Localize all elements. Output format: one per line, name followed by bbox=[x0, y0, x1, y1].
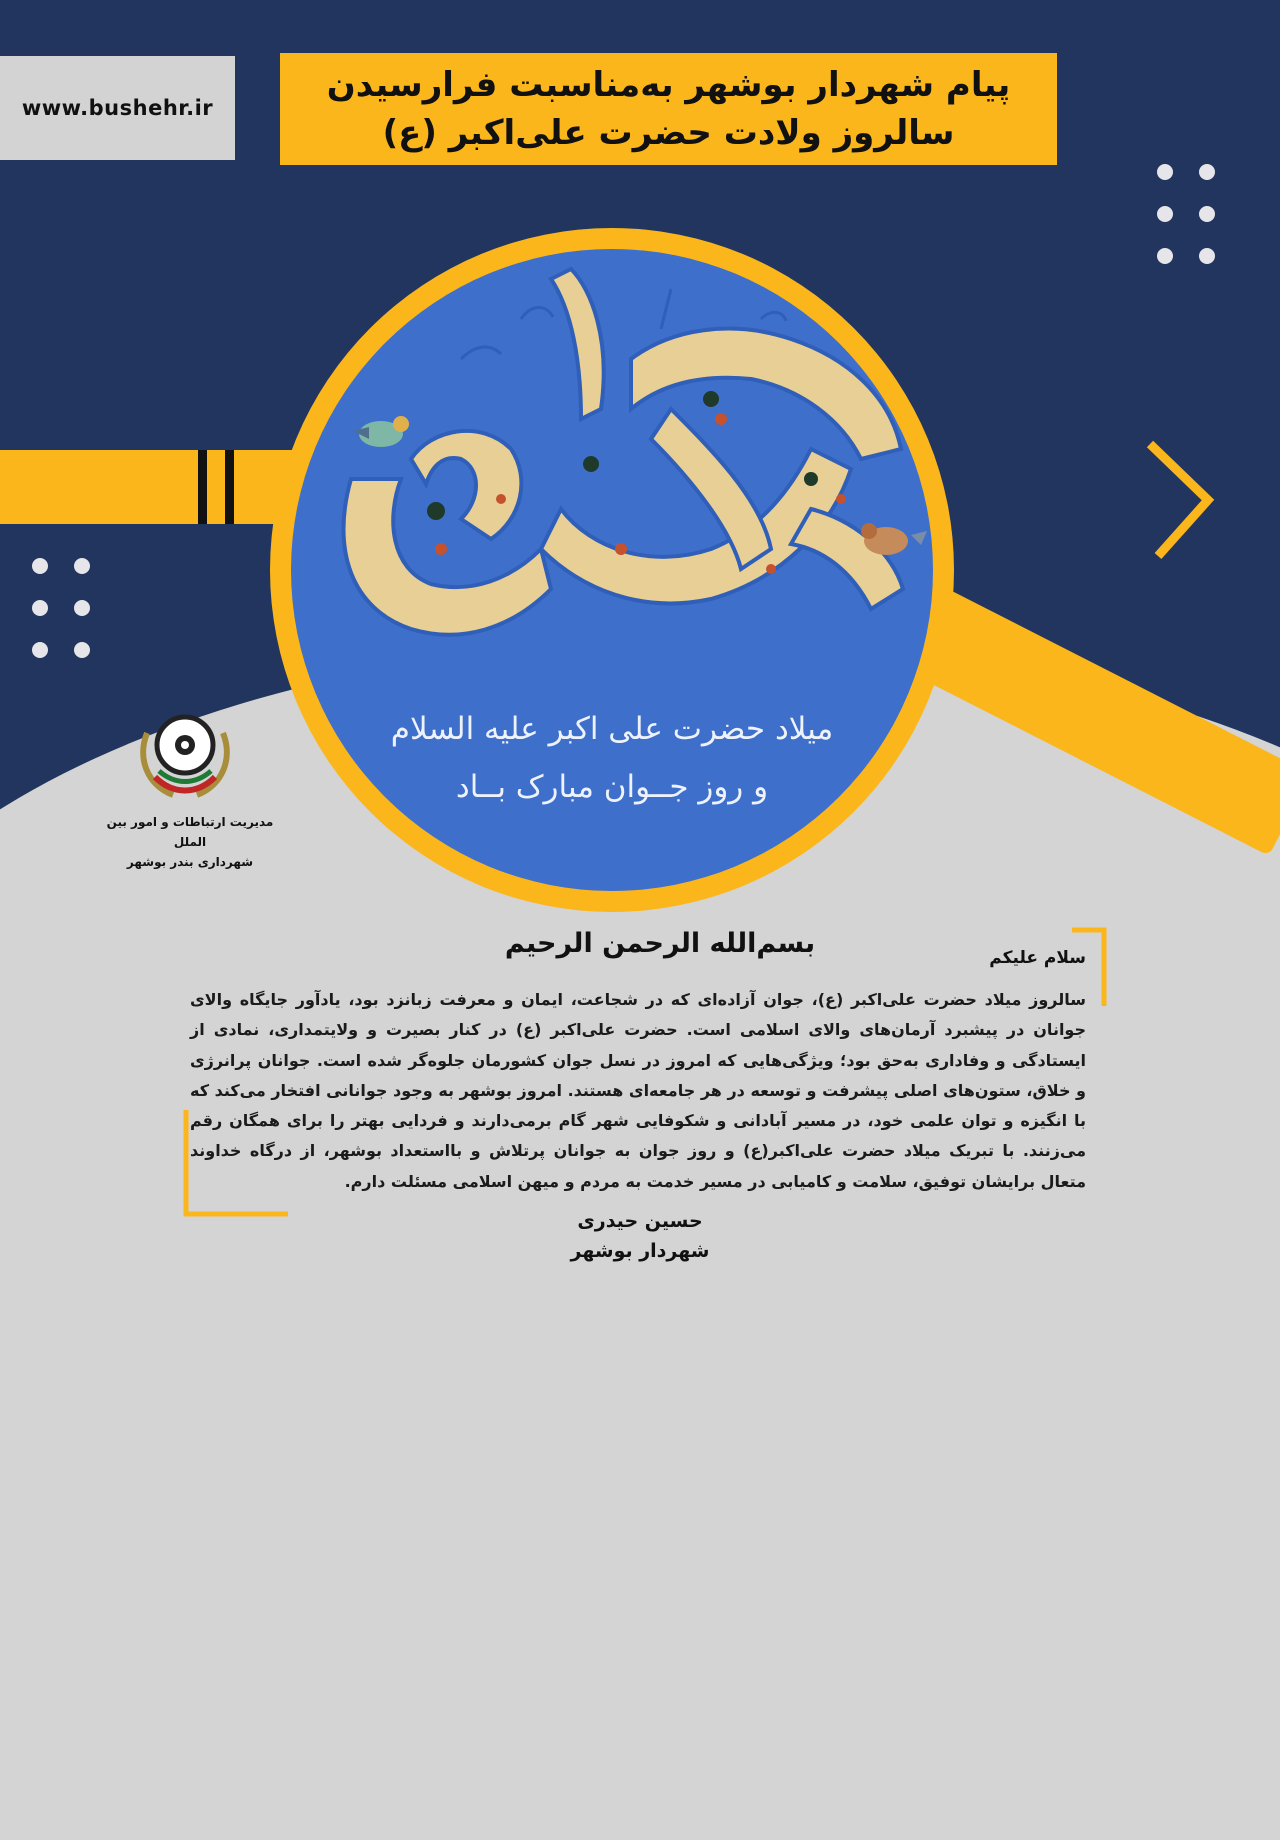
poster-lens bbox=[291, 249, 933, 891]
site-url-box bbox=[0, 56, 235, 160]
bismillah: بسم‌الله الرحمن الرحیم bbox=[504, 928, 816, 959]
dot-grid-left bbox=[32, 558, 90, 658]
dot bbox=[32, 600, 48, 616]
dot bbox=[74, 642, 90, 658]
logo-caption-line-2: شهرداری بندر بوشهر bbox=[126, 855, 254, 869]
municipality-logo-icon bbox=[133, 703, 237, 803]
dot bbox=[74, 600, 90, 616]
bar-stripe bbox=[225, 450, 234, 524]
poster-caption-line-2: و روز جــوان مبارک بــاد bbox=[455, 769, 769, 805]
bird-icon bbox=[861, 523, 927, 555]
logo-caption bbox=[100, 812, 280, 872]
message-body-text: سالروز میلاد حضرت علی‌اکبر (ع)، جوان آزاده‌ای که در شجاعت، ایمان و معرفت زبانزد بود، یادآور جایگاه والای جوانان در پیشبرد آرمان‌های والای اسلامی است. حضرت علی‌اکبر (ع) در کنار بصیرت و ولایتمداری، نمادی از ایستادگی و وفاداری به‌حق بود؛ ویژگی‌هایی که امروز در نسل جوان کشورمان جلوه‌گر شده است. جوانان پرانرژی و خلاق، ستون‌های اصلی پیشرفت و توسعه در هر جامعه‌ای هستند. امروز بوشهر به وجود جوانانی افتخار می‌کند که با انگیزه و توان علمی خود، در مسیر آبادانی و شکوفایی شهر گام برمی‌دارند و فردایی بهتر را برای همگان رقم می‌زنند. با تبریک میلاد حضرت علی‌اکبر(ع) و روز جوان به جوانان پرتلاش و بااستعداد بوشهر، از درگاه خداوند متعال برایشان توفیق، سلامت و کامیابی در مسیر خدمت به مردم و میهن اسلامی مسئلت دارم. bbox=[190, 990, 1086, 1191]
bird-icon bbox=[353, 416, 409, 447]
chevron-right-icon bbox=[1140, 438, 1220, 562]
dot bbox=[1157, 248, 1173, 264]
title-line-1: پیام شهردار بوشهر به‌مناسبت فرارسیدن bbox=[326, 65, 1011, 105]
dot bbox=[1199, 248, 1215, 264]
dot bbox=[32, 558, 48, 574]
dot bbox=[74, 558, 90, 574]
poster-caption-line-1: میلاد حضرت علی اکبر علیه السلام bbox=[390, 711, 834, 747]
dot-grid-top-right bbox=[1157, 164, 1215, 264]
dot bbox=[32, 642, 48, 658]
dot bbox=[1157, 164, 1173, 180]
signer bbox=[530, 1206, 750, 1266]
title-line-2: سالروز ولادت حضرت علی‌اکبر (ع) bbox=[382, 113, 955, 153]
dot bbox=[1199, 164, 1215, 180]
message-body bbox=[190, 985, 1086, 1197]
bar-stripe bbox=[198, 450, 207, 524]
signer-title: شهردار بوشهر bbox=[570, 1240, 710, 1262]
site-url: www.bushehr.ir bbox=[21, 96, 214, 120]
signer-name: حسین حیدری bbox=[577, 1210, 703, 1232]
greeting: سلام علیکم bbox=[989, 948, 1086, 968]
title-banner bbox=[280, 53, 1057, 165]
logo-caption-line-1: مدیریت ارتباطات و امور بین الملل bbox=[106, 815, 274, 849]
left-yellow-bar bbox=[0, 450, 320, 524]
dot bbox=[1199, 206, 1215, 222]
dot bbox=[1157, 206, 1173, 222]
